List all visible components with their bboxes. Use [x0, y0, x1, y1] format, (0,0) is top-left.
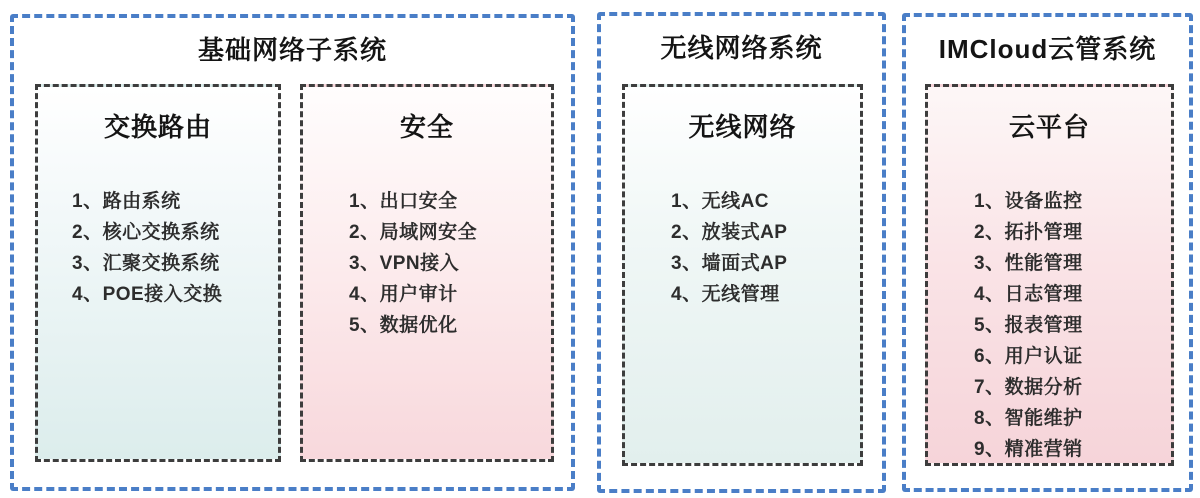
list-item: 4、POE接入交换	[72, 284, 223, 305]
list-item: 2、拓扑管理	[974, 222, 1083, 243]
panel-security	[300, 84, 554, 462]
list-item: 9、精准营销	[974, 439, 1083, 460]
list-item: 4、用户审计	[349, 284, 458, 305]
panel-cloud-platform	[925, 84, 1174, 466]
list-item: 1、设备监控	[974, 191, 1083, 212]
list-item: 3、VPN接入	[349, 253, 460, 274]
list-item: 1、出口安全	[349, 191, 458, 212]
switching-routing-list	[38, 186, 278, 310]
list-item: 8、智能维护	[974, 408, 1083, 429]
group-imcloud-management-system	[902, 13, 1193, 492]
list-item: 1、无线AC	[671, 191, 770, 212]
group-basic-network-subsystem	[10, 14, 575, 491]
list-item: 5、数据优化	[349, 315, 458, 336]
list-item: 2、局域网安全	[349, 222, 478, 243]
list-item: 5、报表管理	[974, 315, 1083, 336]
list-item: 6、用户认证	[974, 346, 1083, 367]
list-item: 4、无线管理	[671, 284, 780, 305]
cloud-platform-list	[928, 186, 1171, 465]
list-item: 3、墙面式AP	[671, 253, 788, 274]
list-item: 3、性能管理	[974, 253, 1083, 274]
list-item: 2、放装式AP	[671, 222, 788, 243]
wireless-network-list	[625, 186, 860, 310]
panel-title-security: 安全	[399, 112, 454, 142]
panel-switching-routing	[35, 84, 281, 462]
group-title-basic-network: 基础网络子系统	[197, 35, 387, 65]
panel-wireless-network	[622, 84, 863, 466]
list-item: 7、数据分析	[974, 377, 1083, 398]
panel-title-switching-routing: 交换路由	[103, 112, 212, 142]
security-list	[303, 186, 551, 341]
list-item: 4、日志管理	[974, 284, 1083, 305]
panel-title-cloud-platform: 云平台	[1008, 112, 1090, 142]
list-item: 2、核心交换系统	[72, 222, 220, 243]
list-item: 1、路由系统	[72, 191, 181, 212]
group-title-imcloud: IMCloud云管系统	[938, 34, 1157, 64]
group-wireless-network-system	[597, 12, 886, 493]
group-title-wireless-network: 无线网络系统	[660, 33, 823, 63]
panel-title-wireless-network: 无线网络	[688, 112, 797, 142]
list-item: 3、汇聚交换系统	[72, 253, 220, 274]
